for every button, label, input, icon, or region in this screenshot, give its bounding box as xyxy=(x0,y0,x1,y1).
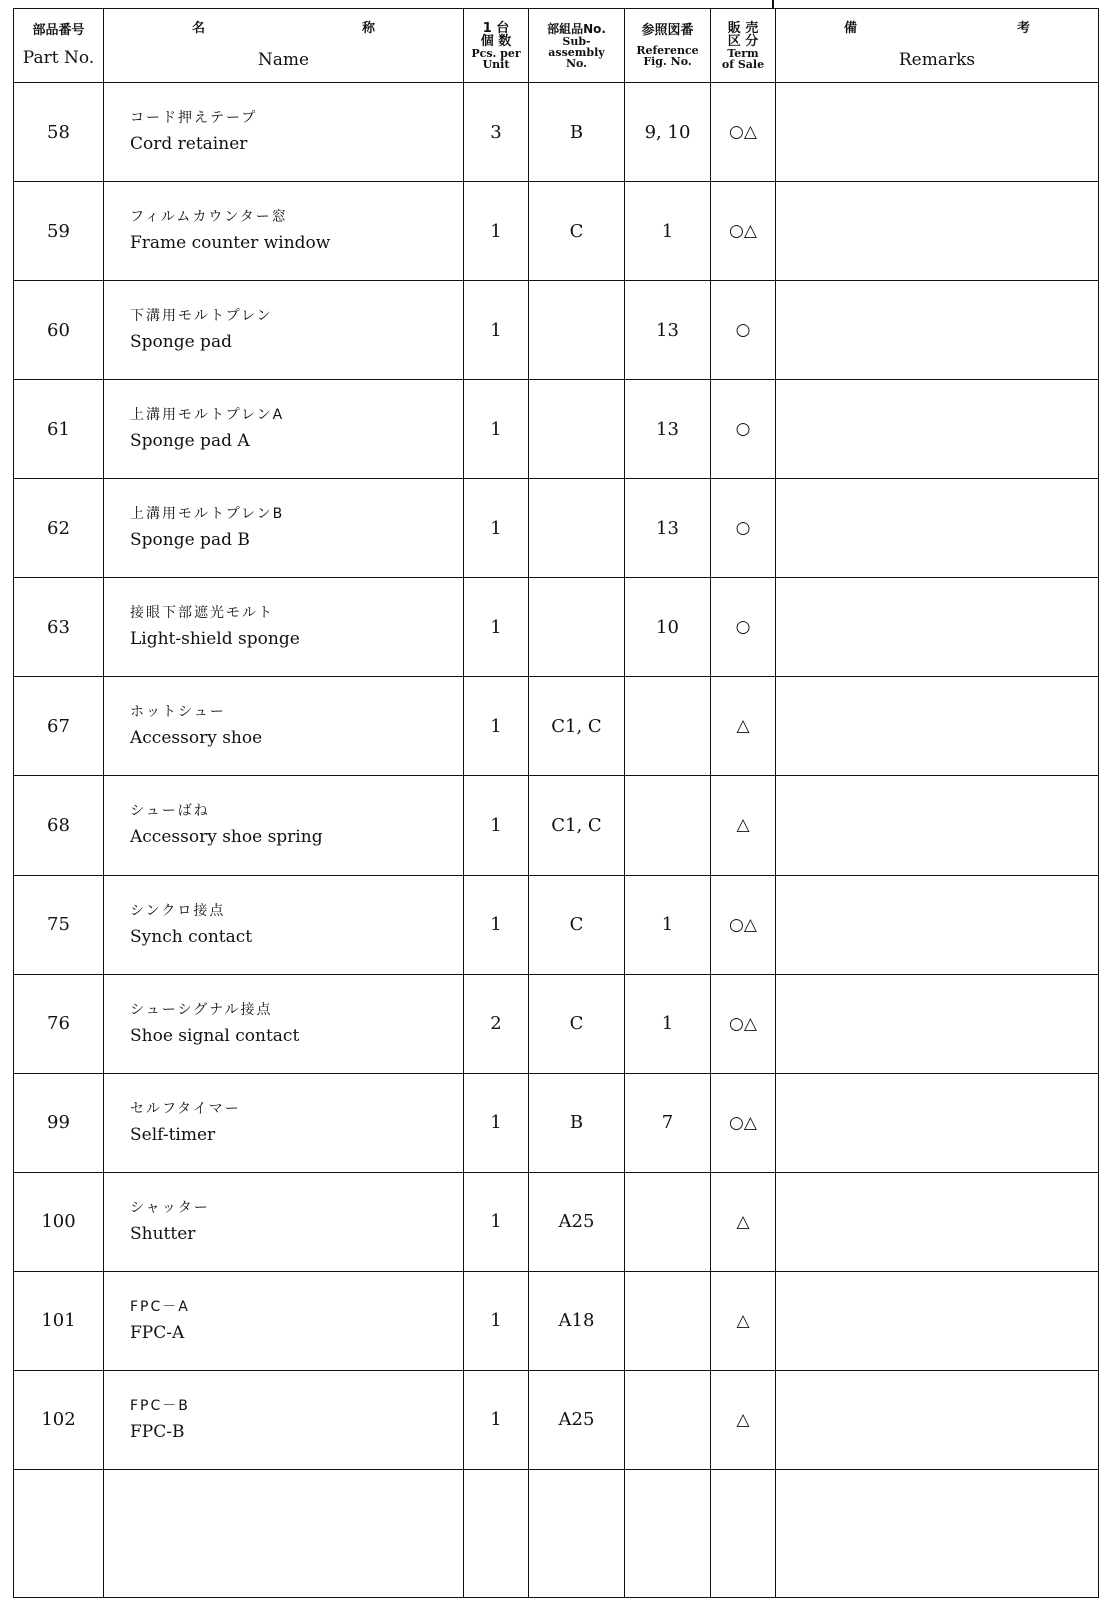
part-name-en: FPC-B xyxy=(130,1421,185,1442)
pcs-per-unit: 1 xyxy=(464,479,529,578)
part-name xyxy=(104,380,464,479)
part-name-jp: セルフタイマー xyxy=(130,1100,241,1117)
part-name-jp: FPC－B xyxy=(130,1397,190,1414)
table-row xyxy=(14,1370,1099,1469)
part-name xyxy=(104,776,464,875)
remarks xyxy=(776,479,1099,578)
header-term-en2: of Sale xyxy=(721,57,765,71)
part-name-en: Shoe signal contact xyxy=(130,1025,300,1046)
term-of-sale: ○ xyxy=(711,380,776,479)
table-row xyxy=(14,1172,1099,1271)
part-no: 62 xyxy=(14,479,104,578)
reference-fig xyxy=(625,1271,711,1370)
pcs-per-unit: 1 xyxy=(464,1271,529,1370)
part-no: 68 xyxy=(14,776,104,875)
empty-cell xyxy=(14,1469,104,1597)
reference-fig xyxy=(625,1370,711,1469)
reference-fig: 1 xyxy=(625,875,711,974)
part-name xyxy=(104,578,464,677)
part-name xyxy=(104,83,464,182)
table-row xyxy=(14,182,1099,281)
header-sub-jp: 部組品No. xyxy=(547,21,606,36)
table-row xyxy=(14,1271,1099,1370)
term-of-sale: ○ xyxy=(711,479,776,578)
remarks xyxy=(776,1172,1099,1271)
header-term-jp2: 区 分 xyxy=(727,33,759,49)
empty-cell xyxy=(776,1469,1099,1597)
table-row xyxy=(14,974,1099,1073)
part-no: 75 xyxy=(14,875,104,974)
header-subassembly xyxy=(529,9,625,83)
part-name xyxy=(104,1370,464,1469)
subassembly-no: B xyxy=(529,83,625,182)
remarks xyxy=(776,1271,1099,1370)
part-name-en: Synch contact xyxy=(130,926,253,947)
empty-cell xyxy=(464,1469,529,1597)
term-of-sale: ○△ xyxy=(711,182,776,281)
part-name-jp: コード押えテープ xyxy=(130,110,258,127)
header-reference xyxy=(625,9,711,83)
remarks xyxy=(776,83,1099,182)
part-name-en: Frame counter window xyxy=(130,233,331,254)
part-name xyxy=(104,1172,464,1271)
header-name-jp-right: 称 xyxy=(361,21,375,36)
remarks xyxy=(776,182,1099,281)
table-row xyxy=(14,578,1099,677)
part-no: 63 xyxy=(14,578,104,677)
part-name xyxy=(104,1073,464,1172)
part-name-jp: シューシグナル接点 xyxy=(130,1001,273,1018)
reference-fig xyxy=(625,776,711,875)
reference-fig: 10 xyxy=(625,578,711,677)
part-name-en: Cord retainer xyxy=(130,134,248,155)
header-row xyxy=(14,9,1099,83)
term-of-sale: △ xyxy=(711,677,776,776)
part-no: 58 xyxy=(14,83,104,182)
remarks xyxy=(776,776,1099,875)
subassembly-no: C1, C xyxy=(529,776,625,875)
table-row xyxy=(14,1073,1099,1172)
part-name-en: Shutter xyxy=(130,1223,196,1244)
table-row xyxy=(14,776,1099,875)
term-of-sale: ○△ xyxy=(711,83,776,182)
term-of-sale: ○△ xyxy=(711,974,776,1073)
header-remarks-jp-right: 考 xyxy=(1016,21,1030,36)
term-of-sale: ○ xyxy=(711,578,776,677)
pcs-per-unit: 1 xyxy=(464,1073,529,1172)
remarks xyxy=(776,875,1099,974)
empty-cell xyxy=(711,1469,776,1597)
reference-fig xyxy=(625,1172,711,1271)
pcs-per-unit: 1 xyxy=(464,1172,529,1271)
part-no: 60 xyxy=(14,281,104,380)
part-name-jp: FPC－A xyxy=(130,1298,190,1315)
header-ref-jp: 参照図番 xyxy=(641,23,694,38)
header-name-en: Name xyxy=(257,50,310,70)
header-sub-en2: assembly xyxy=(548,45,605,59)
remarks xyxy=(776,974,1099,1073)
header-part-no-en: Part No. xyxy=(22,48,95,68)
subassembly-no: A25 xyxy=(529,1172,625,1271)
term-of-sale: △ xyxy=(711,776,776,875)
part-name-en: FPC-A xyxy=(130,1322,185,1343)
reference-fig: 13 xyxy=(625,479,711,578)
part-name xyxy=(104,677,464,776)
reference-fig: 13 xyxy=(625,281,711,380)
pcs-per-unit: 1 xyxy=(464,776,529,875)
part-name-jp: 下溝用モルトプレン xyxy=(130,308,273,325)
pcs-per-unit: 1 xyxy=(464,380,529,479)
remarks xyxy=(776,578,1099,677)
reference-fig: 9, 10 xyxy=(625,83,711,182)
pcs-per-unit: 1 xyxy=(464,281,529,380)
subassembly-no xyxy=(529,479,625,578)
header-pcs-en2: Unit xyxy=(482,57,510,71)
part-name-en: Accessory shoe xyxy=(130,728,263,749)
table-row xyxy=(14,281,1099,380)
pcs-per-unit: 1 xyxy=(464,1370,529,1469)
part-name-jp: シンクロ接点 xyxy=(130,902,226,919)
header-name-jp-left: 名 xyxy=(192,21,206,36)
parts-table xyxy=(13,8,1099,1598)
table-row xyxy=(14,479,1099,578)
part-name-jp: 上溝用モルトプレンB xyxy=(130,506,285,523)
subassembly-no: C xyxy=(529,182,625,281)
part-no: 76 xyxy=(14,974,104,1073)
reference-fig: 7 xyxy=(625,1073,711,1172)
header-remarks-en: Remarks xyxy=(898,50,976,70)
term-of-sale: ○△ xyxy=(711,1073,776,1172)
header-ref-en1: Reference xyxy=(636,44,699,57)
part-name-en: Self-timer xyxy=(130,1124,216,1145)
pcs-per-unit: 1 xyxy=(464,182,529,281)
part-no: 101 xyxy=(14,1271,104,1370)
header-pcs-jp1: 1 台 xyxy=(482,20,510,36)
subassembly-no: C xyxy=(529,875,625,974)
remarks xyxy=(776,380,1099,479)
part-name xyxy=(104,479,464,578)
part-no: 61 xyxy=(14,380,104,479)
reference-fig: 13 xyxy=(625,380,711,479)
part-no: 100 xyxy=(14,1172,104,1271)
term-of-sale: △ xyxy=(711,1172,776,1271)
header-part-no xyxy=(14,9,104,83)
subassembly-no: C xyxy=(529,974,625,1073)
part-name-en: Sponge pad A xyxy=(130,431,250,452)
subassembly-no: C1, C xyxy=(529,677,625,776)
part-name-en: Accessory shoe spring xyxy=(130,827,323,848)
part-name-jp: シューばね xyxy=(130,803,210,820)
term-of-sale: △ xyxy=(711,1370,776,1469)
subassembly-no: A25 xyxy=(529,1370,625,1469)
part-no: 99 xyxy=(14,1073,104,1172)
subassembly-no: B xyxy=(529,1073,625,1172)
part-name-en: Light-shield sponge xyxy=(130,629,300,650)
empty-cell xyxy=(529,1469,625,1597)
header-remarks-jp-left: 備 xyxy=(844,21,858,36)
part-name xyxy=(104,1271,464,1370)
part-name-jp: フィルムカウンター窓 xyxy=(130,209,288,226)
header-pcs-en1: Pcs. per xyxy=(471,46,521,60)
part-no: 67 xyxy=(14,677,104,776)
parts-rows xyxy=(14,83,1099,1598)
pcs-per-unit: 1 xyxy=(464,578,529,677)
header-sub-en1: Sub- xyxy=(562,34,591,48)
term-of-sale: ○ xyxy=(711,281,776,380)
term-of-sale: △ xyxy=(711,1271,776,1370)
table-row xyxy=(14,380,1099,479)
part-name-jp: 接眼下部遮光モルト xyxy=(130,605,274,622)
subassembly-no xyxy=(529,380,625,479)
remarks xyxy=(776,1073,1099,1172)
header-name xyxy=(104,9,464,83)
part-name-en: Sponge pad xyxy=(130,332,232,353)
header-term-en1: Term xyxy=(727,46,759,60)
empty-cell xyxy=(625,1469,711,1597)
table-row xyxy=(14,677,1099,776)
subassembly-no: A18 xyxy=(529,1271,625,1370)
part-name-jp: シャッター xyxy=(130,1199,210,1216)
header-ref-en2: Fig. No. xyxy=(643,55,692,68)
reference-fig: 1 xyxy=(625,182,711,281)
part-name-jp: ホットシュー xyxy=(130,704,226,721)
header-pcs xyxy=(464,9,529,83)
pcs-per-unit: 2 xyxy=(464,974,529,1073)
subassembly-no xyxy=(529,281,625,380)
header-pcs-jp2: 個 数 xyxy=(480,33,512,49)
part-name-en: Sponge pad B xyxy=(130,530,250,551)
part-name xyxy=(104,875,464,974)
reference-fig xyxy=(625,677,711,776)
part-name xyxy=(104,281,464,380)
part-name-jp: 上溝用モルトプレンA xyxy=(130,407,285,424)
term-of-sale: ○△ xyxy=(711,875,776,974)
pcs-per-unit: 1 xyxy=(464,677,529,776)
subassembly-no xyxy=(529,578,625,677)
remarks xyxy=(776,1370,1099,1469)
remarks xyxy=(776,281,1099,380)
table-row xyxy=(14,83,1099,182)
header-sub-en3: No. xyxy=(565,56,588,70)
part-no: 59 xyxy=(14,182,104,281)
remarks xyxy=(776,677,1099,776)
empty-cell xyxy=(104,1469,464,1597)
pcs-per-unit: 1 xyxy=(464,875,529,974)
header-term xyxy=(711,9,776,83)
table-row xyxy=(14,875,1099,974)
header-part-no-jp: 部品番号 xyxy=(32,23,85,38)
part-name xyxy=(104,974,464,1073)
part-name xyxy=(104,182,464,281)
header-remarks xyxy=(776,9,1099,83)
empty-row xyxy=(14,1469,1099,1597)
header-term-jp1: 販 売 xyxy=(727,20,759,36)
pcs-per-unit: 3 xyxy=(464,83,529,182)
reference-fig: 1 xyxy=(625,974,711,1073)
part-no: 102 xyxy=(14,1370,104,1469)
